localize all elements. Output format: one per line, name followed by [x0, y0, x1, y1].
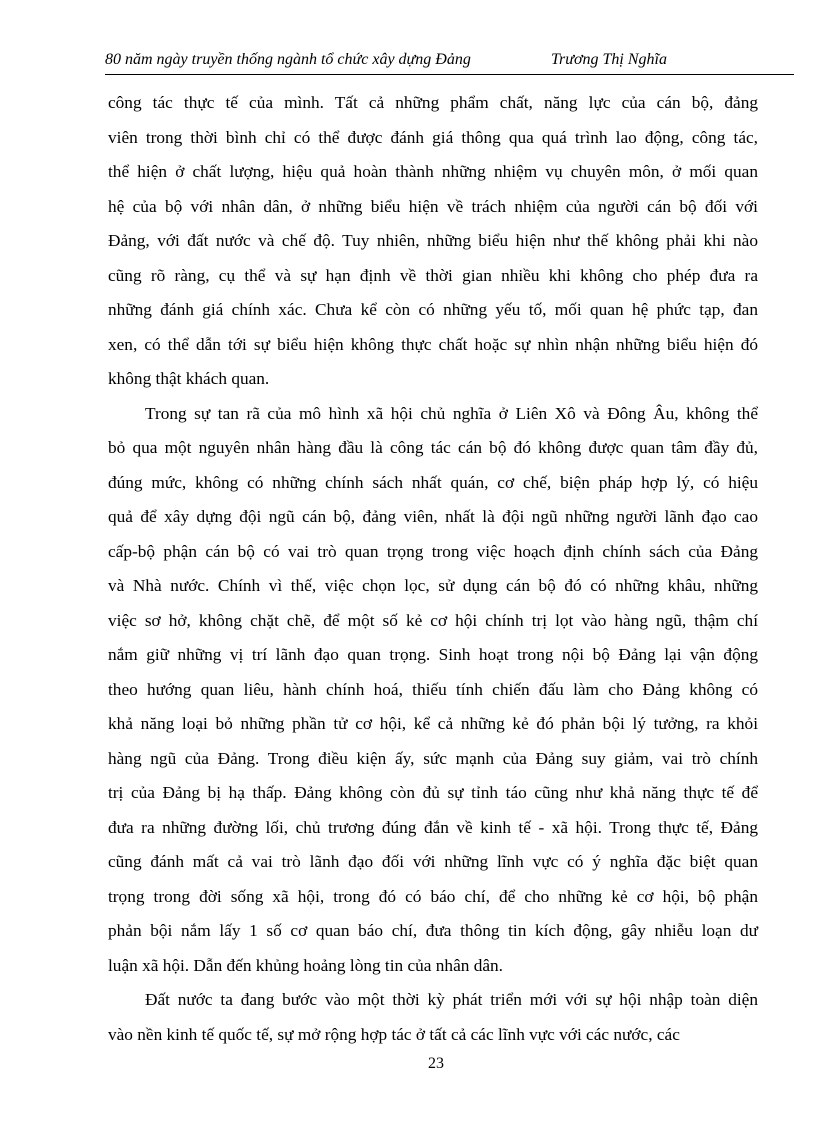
text-line: những đánh giá chính xác. Chưa kể còn có những yếu tố, mối quan hệ phức tạp, đan: [108, 300, 758, 319]
text-line: nắm giữ những vị trí lãnh đạo quan trọng. Sinh hoạt trong nội bộ Đảng lại vận động: [108, 645, 758, 664]
text-line: Trong sự tan rã của mô hình xã hội chủ nghĩa ở Liên Xô và Đông Âu, không thể: [145, 403, 758, 423]
header-author: Trương Thị Nghĩa: [551, 51, 667, 68]
header-divider: [105, 74, 794, 75]
text-line: hệ của bộ với nhân dân, ở những biểu hiện về trách nhiệm của người cán bộ đối với: [108, 196, 758, 216]
text-line: trọng trong đời sống xã hội, trong đó có báo chí, để cho những kẻ cơ hội, bộ phận: [108, 886, 758, 906]
page-number: 23: [428, 1055, 444, 1072]
text-line: thể hiện ở chất lượng, hiệu quả hoàn thành những nhiệm vụ chuyên môn, ở mối quan: [108, 162, 758, 181]
text-line: không thật khách quan.: [108, 369, 270, 388]
text-line: cấp-bộ phận cán bộ có vai trò quan trọng trong việc hoạch định chính sách của Đảng: [108, 541, 758, 561]
text-line: xen, có thể dẫn tới sự biểu hiện không thực chất hoặc sự nhìn nhận những biểu hiện đó: [108, 334, 758, 354]
text-line: khả năng loại bỏ những phần tử cơ hội, kể cả những kẻ đó phản bội lý tưởng, ra khỏi: [108, 714, 758, 733]
text-line: vào nền kinh tế quốc tế, sự mở rộng hợp tác ở tất cả các lĩnh vực với các nước, các: [108, 1024, 680, 1044]
text-line: cũng rõ ràng, cụ thể và sự hạn định về thời gian nhiều khi không cho phép đưa ra: [108, 265, 758, 285]
text-line: bỏ qua một nguyên nhân hàng đầu là công tác cán bộ đó không được quan tâm đầy đủ,: [108, 438, 758, 457]
text-line: Đất nước ta đang bước vào một thời kỳ phát triển mới với sự hội nhập toàn diện: [145, 990, 758, 1009]
text-line: viên trong thời bình chỉ có thể được đánh giá thông qua quá trình lao động, công tác,: [108, 127, 758, 147]
text-line: đưa ra những đường lối, chủ trương đúng đắn về kinh tế - xã hội. Trong thực tế, Đảng: [108, 817, 758, 837]
text-line: đúng mức, không có những chính sách nhất quán, cơ chế, biện pháp hợp lý, có hiệu: [108, 472, 758, 492]
header-title: 80 năm ngày truyền thống ngành tổ chức xây dựng Đảng: [105, 51, 471, 68]
paragraph: [108, 397, 758, 984]
text-line: theo hướng quan liêu, hành chính hoá, thiếu tính chiến đấu làm cho Đảng không có: [108, 679, 758, 699]
text-line: Đảng, với đất nước và chế độ. Tuy nhiên, những biểu hiện như thế không phải khi nào: [108, 231, 758, 250]
text-line: phản bội nắm lấy 1 số cơ quan báo chí, đưa thông tin kích động, gây nhiễu loạn dư: [108, 921, 758, 940]
text-line: trị của Đảng bị hạ thấp. Đảng không còn đủ sự tỉnh táo cũng như khả năng thực tế để: [108, 783, 758, 802]
text-line: quả để xây dựng đội ngũ cán bộ, đảng viên, nhất là đội ngũ những người lãnh đạo cao: [108, 507, 758, 526]
text-line: công tác thực tế của mình. Tất cả những phẩm chất, năng lực của cán bộ, đảng: [108, 93, 758, 112]
running-header: [105, 51, 785, 73]
paragraph: [108, 86, 758, 397]
body-text: [108, 86, 758, 1052]
paragraph: [108, 983, 758, 1052]
text-line: hàng ngũ của Đảng. Trong điều kiện ấy, sức mạnh của Đảng suy giảm, vai trò chính: [108, 748, 758, 768]
text-line: luận xã hội. Dẫn đến khủng hoảng lòng tin của nhân dân.: [108, 955, 503, 975]
text-line: cũng đánh mất cả vai trò lãnh đạo đối với những lĩnh vực có ý nghĩa đặc biệt quan: [108, 852, 758, 871]
text-line: việc sơ hở, không chặt chẽ, để một số kẻ cơ hội chính trị lọt vào hàng ngũ, thậm chí: [108, 610, 758, 630]
text-line: và Nhà nước. Chính vì thế, việc chọn lọc, sử dụng cán bộ đó có những khâu, những: [108, 576, 758, 595]
